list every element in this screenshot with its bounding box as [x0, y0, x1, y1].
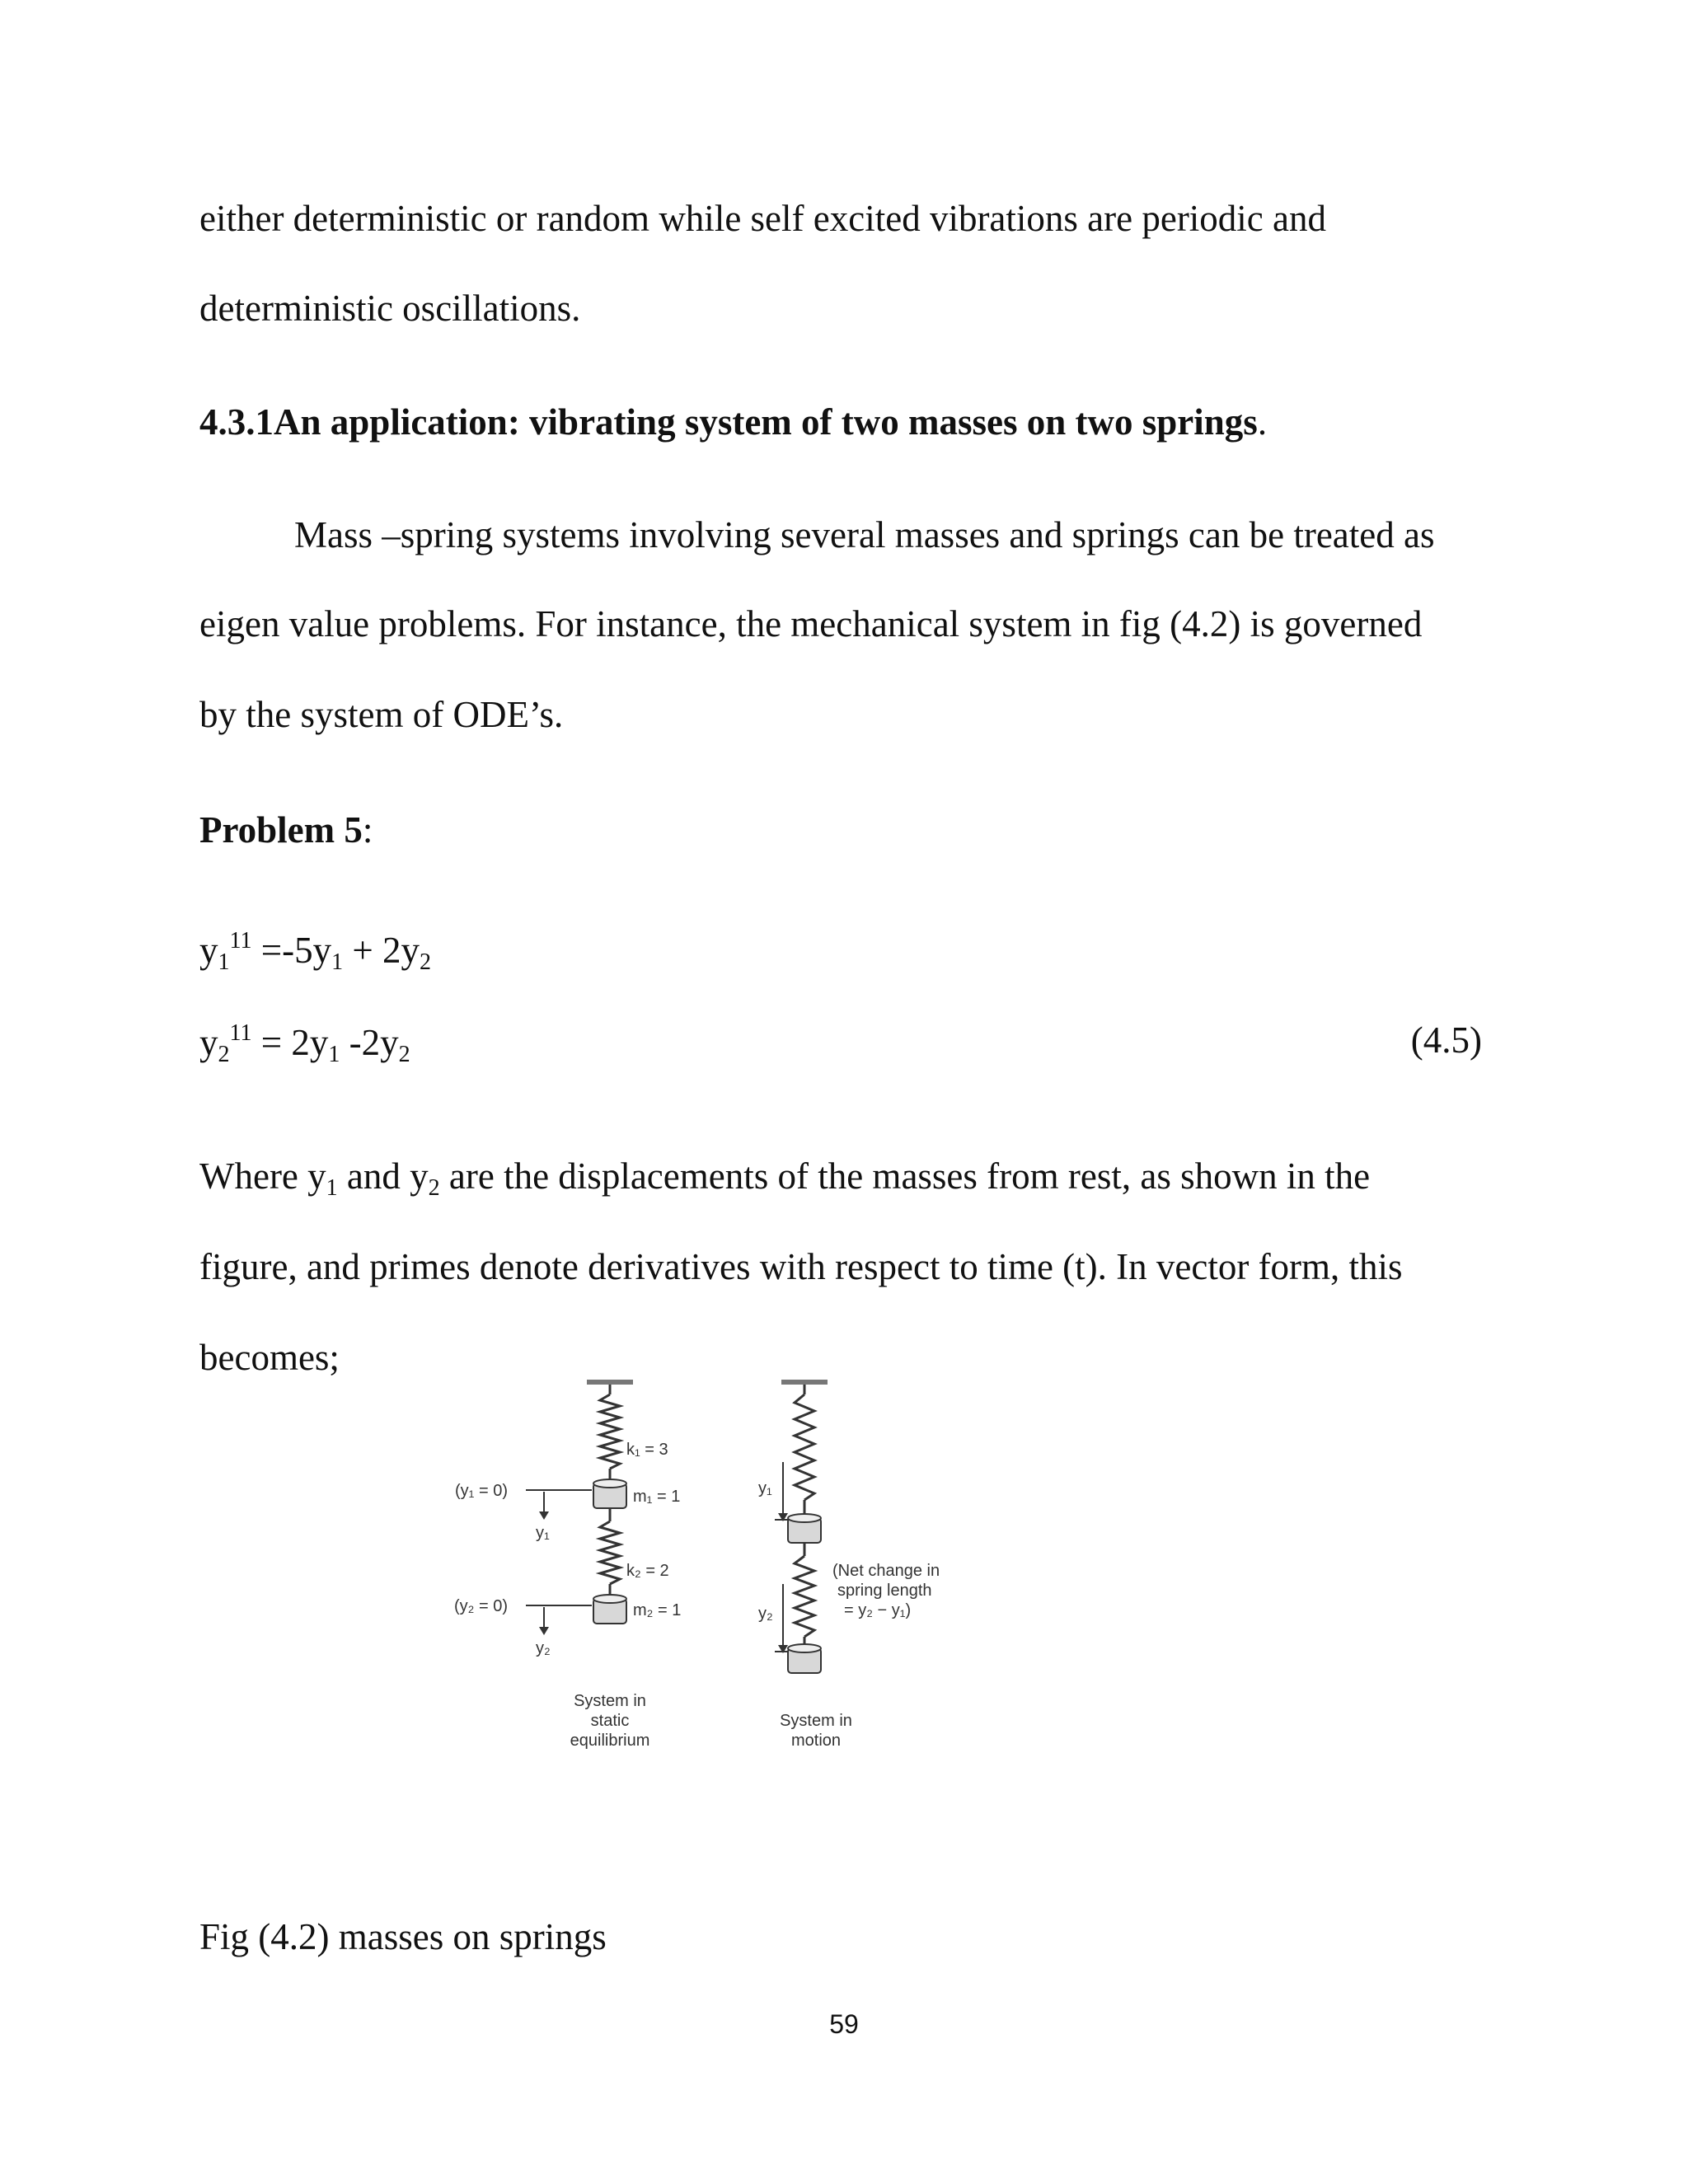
eq2-rhs-a-sub: 1 — [328, 1042, 340, 1067]
eq2-lhs-sub: 2 — [218, 1042, 230, 1067]
equation-2 — [199, 1022, 410, 1066]
label-k1: k₁ = 3 — [626, 1441, 668, 1459]
paragraph1-line2: deterministic oscillations. — [199, 288, 581, 329]
p3-sub1: 1 — [326, 1175, 338, 1201]
label-m1: m₁ = 1 — [633, 1488, 681, 1506]
left-ceiling — [587, 1380, 633, 1385]
eq2-lhs-sup: 11 — [229, 1020, 252, 1046]
net-change-line1: (Net change in — [832, 1562, 940, 1580]
page-number: 59 — [829, 2009, 859, 2039]
label-y2-right: y₂ — [758, 1605, 773, 1623]
paragraph3-line1 — [199, 1155, 1371, 1201]
section-heading — [199, 401, 1268, 443]
paragraph2-line3: by the system of ODE’s. — [199, 694, 564, 735]
paragraph2-line1: Mass –spring systems involving several masses and springs can be treated as — [294, 514, 1435, 555]
eq1-rhs-b-sub: 2 — [419, 949, 431, 975]
section-heading-end: . — [1257, 401, 1268, 443]
figure-caption: Fig (4.2) masses on springs — [199, 1916, 607, 1957]
static-caption-line2: static — [590, 1712, 630, 1730]
problem-colon: : — [362, 809, 373, 851]
label-y1-left: y₁ — [536, 1524, 550, 1542]
section-heading-text: 4.3.1An application: vibrating system of two masses on two springs — [199, 401, 1258, 443]
eq2-rhs-b-sub: 2 — [398, 1042, 410, 1067]
right-spring-k2 — [795, 1556, 814, 1637]
eq1-rhs-a-sub: 1 — [331, 949, 344, 975]
net-change-line2: spring length — [837, 1582, 932, 1600]
label-y1-right: y₁ — [758, 1479, 772, 1497]
eq1-lhs-sup: 11 — [229, 928, 252, 954]
eq1-lhs-sub: 1 — [218, 949, 230, 975]
paragraph3-line3: becomes; — [199, 1337, 340, 1378]
paragraph2-line2: eigen value problems. For instance, the mechanical system in fig (4.2) is governed — [199, 603, 1423, 644]
eq2-rhs-a: = 2y — [251, 1022, 329, 1063]
problem-label — [199, 809, 373, 851]
net-change-line3: = y₂ − y₁) — [844, 1601, 912, 1619]
eq1-lhs: y — [199, 930, 218, 971]
motion-caption-line1: System in — [780, 1712, 852, 1730]
equation-number: (4.5) — [1410, 1019, 1482, 1061]
problem-label-text: Problem 5 — [199, 809, 363, 851]
right-spring-k1 — [795, 1394, 814, 1500]
eq2-rhs-b: -2y — [340, 1022, 399, 1063]
left-spring-k1 — [600, 1394, 620, 1469]
label-y2-left: y₂ — [536, 1639, 551, 1657]
motion-caption-line2: motion — [790, 1732, 842, 1750]
p3-part-b: and y — [337, 1155, 429, 1197]
eq2-lhs: y — [199, 1022, 218, 1063]
label-y2-zero: (y₂ = 0) — [454, 1597, 508, 1615]
static-caption-line1: System in — [574, 1692, 646, 1710]
p3-part-c: are the displacements of the masses from rest, as shown in the — [439, 1155, 1371, 1197]
equation-1 — [199, 930, 431, 974]
paragraph1-line1: either deterministic or random while self excited vibrations are periodic and — [199, 198, 1327, 239]
label-y1-zero: (y₁ = 0) — [455, 1482, 508, 1500]
left-spring-k2 — [600, 1521, 620, 1584]
mass-spring-figure — [429, 1368, 1006, 1863]
p3-part-a: Where y — [199, 1155, 326, 1197]
paragraph3-line2: figure, and primes denote derivatives with respect to time (t). In vector form, this — [199, 1246, 1403, 1287]
right-ceiling — [781, 1380, 828, 1385]
label-m2: m₂ = 1 — [633, 1601, 682, 1619]
p3-sub2: 2 — [428, 1175, 440, 1201]
label-k2: k₂ = 2 — [626, 1562, 669, 1580]
eq1-rhs-a: =-5y — [251, 930, 332, 971]
static-caption-line3: equilibrium — [570, 1732, 650, 1750]
eq1-rhs-b: + 2y — [343, 930, 420, 971]
